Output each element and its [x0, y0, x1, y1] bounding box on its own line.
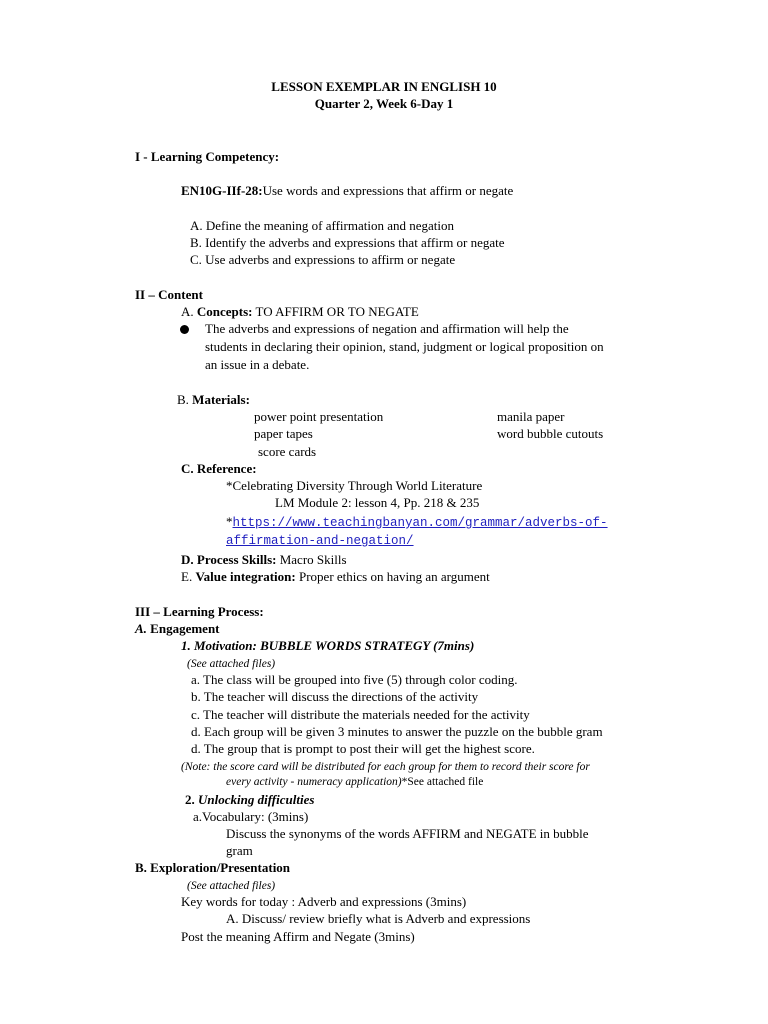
- post-meaning-line: Post the meaning Affirm and Negate (3mins): [181, 929, 415, 944]
- discuss-line: A. Discuss/ review briefly what is Adverb and expressions: [226, 911, 531, 926]
- engagement-heading: [135, 621, 220, 637]
- process-skills-label: D. Process Skills:: [181, 552, 277, 567]
- motivation-heading: 1. Motivation: BUBBLE WORDS STRATEGY (7mins): [181, 638, 475, 653]
- competency-statement: [181, 183, 513, 199]
- value-prefix: E.: [181, 569, 196, 584]
- value-integration-label: Value integration:: [195, 569, 296, 584]
- value-integration-value: Proper ethics on having an argument: [295, 569, 490, 584]
- concepts-line: [181, 304, 419, 320]
- concepts-prefix: A.: [181, 304, 197, 319]
- note-line-2-text: every activity - numeracy application): [226, 776, 402, 788]
- key-words-line: Key words for today : Adverb and expressions (3mins): [181, 894, 467, 909]
- material-item: paper tapes: [254, 426, 313, 441]
- content-heading: II – Content: [135, 287, 203, 302]
- note-line-2-tail: *See attached file: [401, 776, 484, 788]
- motivation-step: d. Each group will be given 3 minutes to answer the puzzle on the bubble gram: [191, 724, 603, 739]
- competency-code: EN10G-IIf-28:: [181, 183, 263, 198]
- material-item: word bubble cutouts: [497, 426, 604, 441]
- engagement-label: Engagement: [146, 621, 220, 636]
- see-attached-files: (See attached files): [187, 658, 276, 670]
- process-skills-value: Macro Skills: [276, 552, 347, 567]
- engagement-letter: A.: [135, 621, 147, 636]
- see-attached-files: (See attached files): [187, 880, 276, 892]
- motivation-step: b. The teacher will discuss the directions of the activity: [191, 689, 479, 704]
- reference-link[interactable]: https://www.teachingbanyan.com/grammar/adverbs-of-: [232, 516, 608, 530]
- reference-link-continued[interactable]: affirmation-and-negation/: [226, 534, 414, 548]
- materials-label: Materials:: [192, 392, 250, 407]
- note-line-1: (Note: the score card will be distributed for each group for them to record their score for: [181, 761, 590, 773]
- material-item: score cards: [258, 444, 317, 459]
- process-skills-line: [181, 552, 347, 568]
- vocabulary-line-2: gram: [226, 843, 253, 858]
- concepts-value: TO AFFIRM OR TO NEGATE: [252, 304, 419, 319]
- motivation-step: a. The class will be grouped into five (5) through color coding.: [191, 672, 518, 687]
- document-subtitle: Quarter 2, Week 6-Day 1: [314, 96, 454, 111]
- reference-heading: C. Reference:: [181, 461, 257, 476]
- material-item: power point presentation: [254, 409, 384, 424]
- document-title: LESSON EXEMPLAR IN ENGLISH 10: [271, 79, 497, 94]
- concept-bullet-line-3: an issue in a debate.: [205, 357, 310, 372]
- competency-text: Use words and expressions that affirm or negate: [262, 183, 514, 198]
- competency-heading: I - Learning Competency:: [135, 149, 280, 164]
- value-integration-line: [181, 569, 490, 585]
- concepts-label: Concepts:: [196, 304, 253, 319]
- material-item: manila paper: [497, 409, 565, 424]
- concept-bullet-line-2: students in declaring their opinion, stand, judgment or logical proposition on: [205, 339, 604, 354]
- concept-bullet-line-1: The adverbs and expressions of negation and affirmation will help the: [205, 321, 569, 336]
- objective-b: B. Identify the adverbs and expressions that affirm or negate: [190, 235, 505, 250]
- materials-line: [177, 392, 250, 408]
- reference-link-line-2: [226, 532, 414, 549]
- exploration-heading: B. Exploration/Presentation: [135, 860, 291, 875]
- objective-a: A. Define the meaning of affirmation and negation: [190, 218, 455, 233]
- objective-c: C. Use adverbs and expressions to affirm or negate: [190, 252, 456, 267]
- materials-prefix: B.: [177, 392, 193, 407]
- reference-star: *: [226, 514, 233, 529]
- reference-link-line-1: [226, 514, 608, 531]
- vocabulary-line-1: Discuss the synonyms of the words AFFIRM and NEGATE in bubble: [226, 826, 589, 841]
- vocabulary-heading: a.Vocabulary: (3mins): [193, 809, 309, 824]
- learning-process-heading: III – Learning Process:: [135, 604, 264, 619]
- note-line-2: [226, 774, 483, 790]
- reference-line-1: *Celebrating Diversity Through World Literature: [226, 478, 483, 493]
- bullet-icon: [180, 325, 189, 334]
- unlocking-number: 2.: [185, 792, 198, 807]
- unlocking-heading: [185, 792, 314, 808]
- unlocking-label: Unlocking difficulties: [198, 792, 315, 807]
- motivation-step: d. The group that is prompt to post their will get the highest score.: [191, 741, 535, 756]
- motivation-step: c. The teacher will distribute the materials needed for the activity: [191, 707, 530, 722]
- reference-line-2: LM Module 2: lesson 4, Pp. 218 & 235: [275, 495, 480, 510]
